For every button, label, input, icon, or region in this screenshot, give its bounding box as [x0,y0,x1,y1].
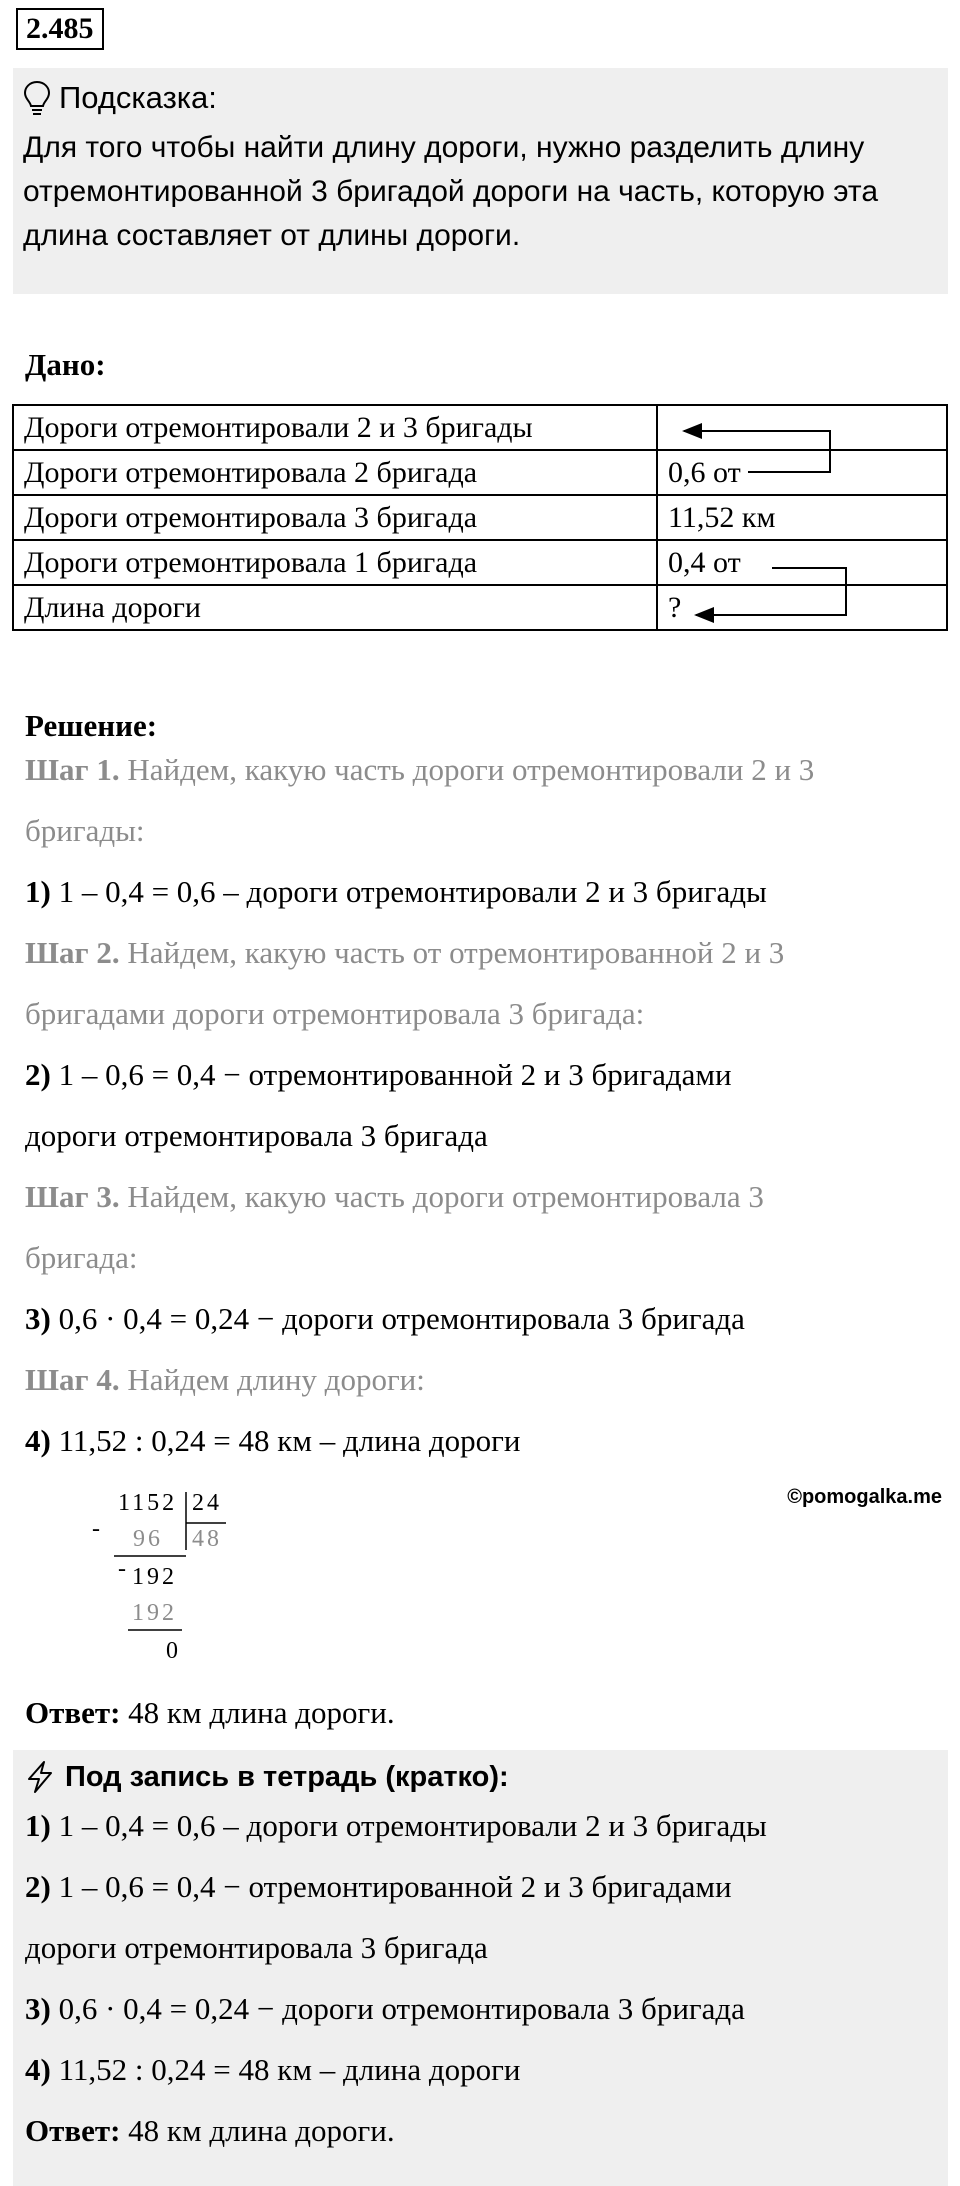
short-notes-title-text: Под запись в тетрадь (кратко): [65,1760,509,1793]
calc-2 [25,1057,732,1093]
given-label: Дороги отремонтировала 3 бригада [13,495,657,540]
step-text: Найдем, какую часть дороги отремонтировала 3 [119,1179,764,1214]
result-zero: 0 [166,1638,181,1664]
solution-title: Решение: [25,708,158,743]
hint-text-emphasis: разделить длину отремонтированной 3 бригадой дороги на часть, которую эта длина составляет от длины дороги [23,131,878,252]
given-value: 0,6 от [657,450,947,495]
subtrahend-1: 96 [133,1526,163,1552]
step-label: Шаг 1. [25,752,120,787]
step-label: Шаг 4. [25,1362,120,1397]
step-2 [25,935,784,971]
step-1 [25,752,814,788]
short-line [25,1930,488,1966]
answer-text: 48 км длина дороги. [120,1695,395,1730]
calc-number: 4) [25,2052,51,2087]
calc-number: 2) [25,1057,51,1092]
division-lines [100,1490,260,1670]
calc-text: 11,52 : 0,24 = 48 км – длина дороги [50,1423,521,1458]
short-line [25,1869,732,1905]
calc-text: 1 – 0,4 = 0,6 – дороги отремонтировали 2 и 3 бригады [50,874,767,909]
given-title: Дано: [25,347,106,382]
hint-text-part: Для того чтобы найти [23,131,333,164]
calc-number: 3) [25,1991,51,2026]
quotient: 48 [192,1526,222,1552]
step-text: Найдем длину дороги: [119,1362,425,1397]
given-value: 0,4 от [657,540,947,585]
short-answer [25,2113,395,2149]
task-number: 2.485 [16,8,104,50]
step-4 [25,1362,425,1398]
calc-text: 1 – 0,6 = 0,4 − отремонтированной 2 и 3 бригадами [50,1057,732,1092]
short-line [25,1991,745,2027]
step-label: Шаг 2. [25,935,120,970]
hint-text-emphasis: длину дороги [332,131,520,164]
calc-number: 1) [25,1808,51,1843]
step-3-cont: бригада: [25,1240,138,1275]
answer-label: Ответ: [25,2113,121,2148]
given-value: 11,52 км [657,495,947,540]
given-label: Дороги отремонтировала 1 бригада [13,540,657,585]
minus-sign: - [92,1516,103,1542]
given-label: Дороги отремонтировали 2 и 3 бригады [13,405,657,450]
dividend: 1152 [118,1490,178,1516]
step-label: Шаг 3. [25,1179,120,1214]
calc-text: 1 – 0,6 = 0,4 − отремонтированной 2 и 3 бригадами [50,1869,732,1904]
calc-number: 3) [25,1301,51,1336]
reference-arrows [0,0,960,700]
calc-3 [25,1301,745,1337]
calc-text: 0,6 · 0,4 = 0,24 − дороги отремонтировала 3 бригада [50,1991,745,2026]
hint-text-part: , нужно [519,131,630,164]
step-text: Найдем, какую часть от отремонтированной 2 и 3 [119,935,785,970]
long-division [92,1490,260,1670]
calc-text: 0,6 · 0,4 = 0,24 − дороги отремонтировала 3 бригада [50,1301,745,1336]
short-line [25,2052,520,2088]
calc-text: 1 – 0,4 = 0,6 – дороги отремонтировали 2 и 3 бригады [50,1808,767,1843]
hint-title-text: Подсказка: [59,80,217,115]
arrow-row2-to-row1 [684,431,830,472]
calc-2-cont: дороги отремонтировала 3 бригада [25,1118,488,1153]
answer-label: Ответ: [25,1695,121,1730]
step-2-cont: бригадами дороги отремонтировала 3 бригада: [25,996,645,1031]
lightning-icon [25,1760,55,1794]
step-3 [25,1179,764,1215]
step-text: Найдем, какую часть дороги отремонтировали 2 и 3 [119,752,815,787]
subtrahend-2: 192 [132,1600,177,1626]
arrow-row4-to-row5 [696,568,846,615]
short-notes-box [13,1750,948,2186]
given-label: Дороги отремонтировала 2 бригада [13,450,657,495]
calc-1 [25,874,767,910]
given-value: ? [657,585,947,630]
calc-number: 4) [25,1423,51,1458]
answer-text: 48 км длина дороги. [120,2113,395,2148]
calc-text: 11,52 : 0,24 = 48 км – длина дороги [50,2052,521,2087]
given-label: Длина дороги [13,585,657,630]
calc-4 [25,1423,520,1459]
short-line [25,1808,767,1844]
calc-number: 1) [25,874,51,909]
answer [25,1695,395,1731]
hint-text-part: . [511,219,521,252]
step-1-cont: бригады: [25,813,145,848]
divisor: 24 [192,1490,222,1516]
minus-sign: - [118,1556,129,1582]
remainder-1: 192 [132,1564,177,1590]
watermark: ©pomogalka.me [787,1486,942,1508]
calc-text: дороги отремонтировала 3 бригада [25,1930,488,1965]
calc-number: 2) [25,1869,51,1904]
short-notes-title [25,1760,509,1794]
